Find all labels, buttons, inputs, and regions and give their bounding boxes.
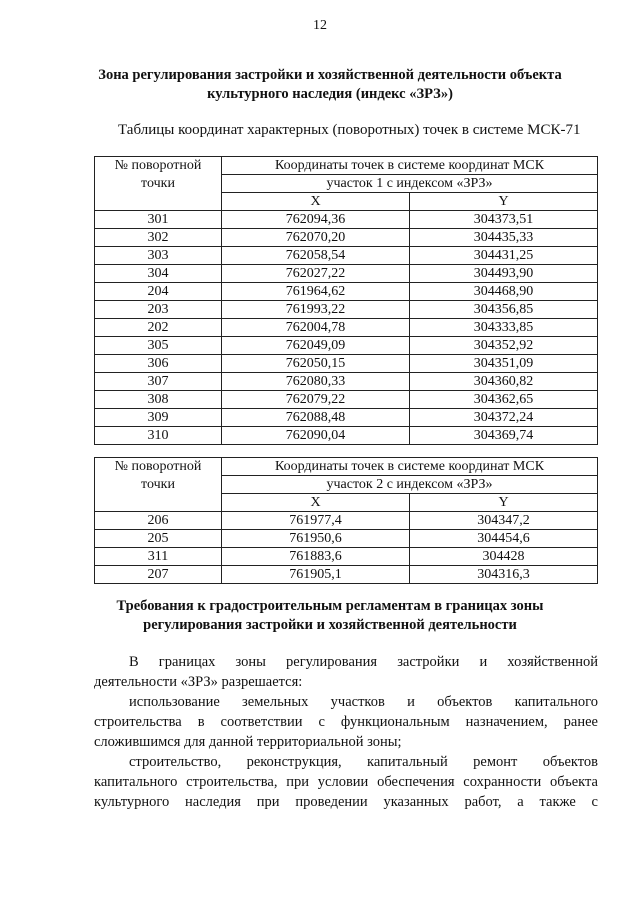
y-coordinate-cell: 304369,74 xyxy=(410,427,598,445)
paragraph-line: культурного наследия при проведении указанных работ, а также с xyxy=(94,794,598,810)
y-coordinate-cell: 304356,85 xyxy=(410,301,598,319)
x-coordinate-cell: 762058,54 xyxy=(222,247,410,265)
coordinates-table-1 xyxy=(94,156,598,445)
requirements-heading-line1: Требования к градостроительным регламентам в границах зоны xyxy=(116,598,544,614)
point-number-header-line1: № поворотной xyxy=(114,158,202,173)
point-number-header-line2: точки xyxy=(141,477,175,492)
table-row xyxy=(95,373,598,391)
paragraph-line: В границах зоны регулирования застройки и хозяйственной xyxy=(129,654,598,670)
x-coordinate-cell: 761964,62 xyxy=(222,283,410,301)
coordinates-header: Координаты точек в системе координат МСК xyxy=(222,157,598,175)
table-row xyxy=(95,548,598,566)
point-number-cell: 301 xyxy=(95,211,222,229)
y-header: Y xyxy=(410,193,598,211)
y-coordinate-cell: 304428 xyxy=(410,548,598,566)
section-header: участок 2 с индексом «ЗРЗ» xyxy=(222,476,598,494)
x-coordinate-cell: 762004,78 xyxy=(222,319,410,337)
point-number-cell: 305 xyxy=(95,337,222,355)
zone-heading-line1: Зона регулирования застройки и хозяйственной деятельности объекта xyxy=(98,67,562,83)
x-header: X xyxy=(222,193,410,211)
x-coordinate-cell: 762094,36 xyxy=(222,211,410,229)
table-row xyxy=(95,566,598,584)
table-row xyxy=(95,247,598,265)
table-row xyxy=(95,409,598,427)
coordinates-table-2 xyxy=(94,457,598,584)
point-number-cell: 304 xyxy=(95,265,222,283)
point-number-cell: 311 xyxy=(95,548,222,566)
table-row xyxy=(95,427,598,445)
coordinates-header: Координаты точек в системе координат МСК xyxy=(222,458,598,476)
table-row xyxy=(95,301,598,319)
table-row xyxy=(95,265,598,283)
table-row xyxy=(95,229,598,247)
y-coordinate-cell: 304316,3 xyxy=(410,566,598,584)
point-number-cell: 203 xyxy=(95,301,222,319)
point-number-header xyxy=(95,458,222,512)
y-coordinate-cell: 304333,85 xyxy=(410,319,598,337)
paragraph-line: строительство, реконструкция, капитальный ремонт объектов xyxy=(129,754,598,770)
x-coordinate-cell: 761950,6 xyxy=(222,530,410,548)
y-coordinate-cell: 304351,09 xyxy=(410,355,598,373)
page-number: 12 xyxy=(313,18,327,33)
y-coordinate-cell: 304373,51 xyxy=(410,211,598,229)
point-number-cell: 310 xyxy=(95,427,222,445)
table-row xyxy=(95,512,598,530)
table-row xyxy=(95,391,598,409)
paragraph-land-use xyxy=(94,692,598,752)
point-number-cell: 205 xyxy=(95,530,222,548)
table-row xyxy=(95,530,598,548)
x-coordinate-cell: 762027,22 xyxy=(222,265,410,283)
point-number-cell: 202 xyxy=(95,319,222,337)
paragraph-permitted-intro xyxy=(94,652,598,692)
section-header: участок 1 с индексом «ЗРЗ» xyxy=(222,175,598,193)
point-number-cell: 307 xyxy=(95,373,222,391)
table-row xyxy=(95,211,598,229)
paragraph-line: сложившимся для данной территориальной зоны; xyxy=(94,734,402,750)
y-coordinate-cell: 304431,25 xyxy=(410,247,598,265)
point-number-cell: 302 xyxy=(95,229,222,247)
requirements-heading xyxy=(60,597,600,635)
x-coordinate-cell: 762080,33 xyxy=(222,373,410,391)
point-number-cell: 207 xyxy=(95,566,222,584)
y-coordinate-cell: 304362,65 xyxy=(410,391,598,409)
point-number-cell: 204 xyxy=(95,283,222,301)
point-number-cell: 308 xyxy=(95,391,222,409)
x-coordinate-cell: 762088,48 xyxy=(222,409,410,427)
x-coordinate-cell: 762049,09 xyxy=(222,337,410,355)
y-coordinate-cell: 304435,33 xyxy=(410,229,598,247)
table-header-row xyxy=(95,157,598,175)
zone-heading xyxy=(60,66,600,104)
x-coordinate-cell: 762050,15 xyxy=(222,355,410,373)
table-header-row xyxy=(95,458,598,476)
point-number-cell: 309 xyxy=(95,409,222,427)
y-coordinate-cell: 304352,92 xyxy=(410,337,598,355)
x-coordinate-cell: 761977,4 xyxy=(222,512,410,530)
y-coordinate-cell: 304468,90 xyxy=(410,283,598,301)
y-coordinate-cell: 304372,24 xyxy=(410,409,598,427)
x-coordinate-cell: 762090,04 xyxy=(222,427,410,445)
point-number-cell: 206 xyxy=(95,512,222,530)
x-coordinate-cell: 761993,22 xyxy=(222,301,410,319)
point-number-cell: 306 xyxy=(95,355,222,373)
table-row xyxy=(95,355,598,373)
paragraph-line: строительства в соответствии с функциональным назначением, ранее xyxy=(94,714,598,730)
table-row xyxy=(95,337,598,355)
x-coordinate-cell: 762070,20 xyxy=(222,229,410,247)
y-coordinate-cell: 304454,6 xyxy=(410,530,598,548)
y-coordinate-cell: 304360,82 xyxy=(410,373,598,391)
point-number-header xyxy=(95,157,222,211)
y-header: Y xyxy=(410,494,598,512)
x-coordinate-cell: 761905,1 xyxy=(222,566,410,584)
requirements-heading-line2: регулирования застройки и хозяйственной деятельности xyxy=(143,617,517,633)
table-row xyxy=(95,283,598,301)
paragraph-construction xyxy=(94,752,598,812)
x-coordinate-cell: 761883,6 xyxy=(222,548,410,566)
paragraph-line: деятельности «ЗРЗ» разрешается: xyxy=(94,674,303,690)
paragraph-line: использование земельных участков и объектов капитального xyxy=(129,694,598,710)
x-header: X xyxy=(222,494,410,512)
point-number-header-line1: № поворотной xyxy=(114,459,202,474)
tables-subheading: Таблицы координат характерных (поворотных) точек в системе МСК-71 xyxy=(118,122,581,138)
x-coordinate-cell: 762079,22 xyxy=(222,391,410,409)
y-coordinate-cell: 304347,2 xyxy=(410,512,598,530)
table-row xyxy=(95,319,598,337)
point-number-header-line2: точки xyxy=(141,176,175,191)
point-number-cell: 303 xyxy=(95,247,222,265)
paragraph-line: капитального строительства, при условии обеспечения сохранности объекта xyxy=(94,774,598,790)
y-coordinate-cell: 304493,90 xyxy=(410,265,598,283)
zone-heading-line2: культурного наследия (индекс «ЗРЗ») xyxy=(207,86,453,102)
